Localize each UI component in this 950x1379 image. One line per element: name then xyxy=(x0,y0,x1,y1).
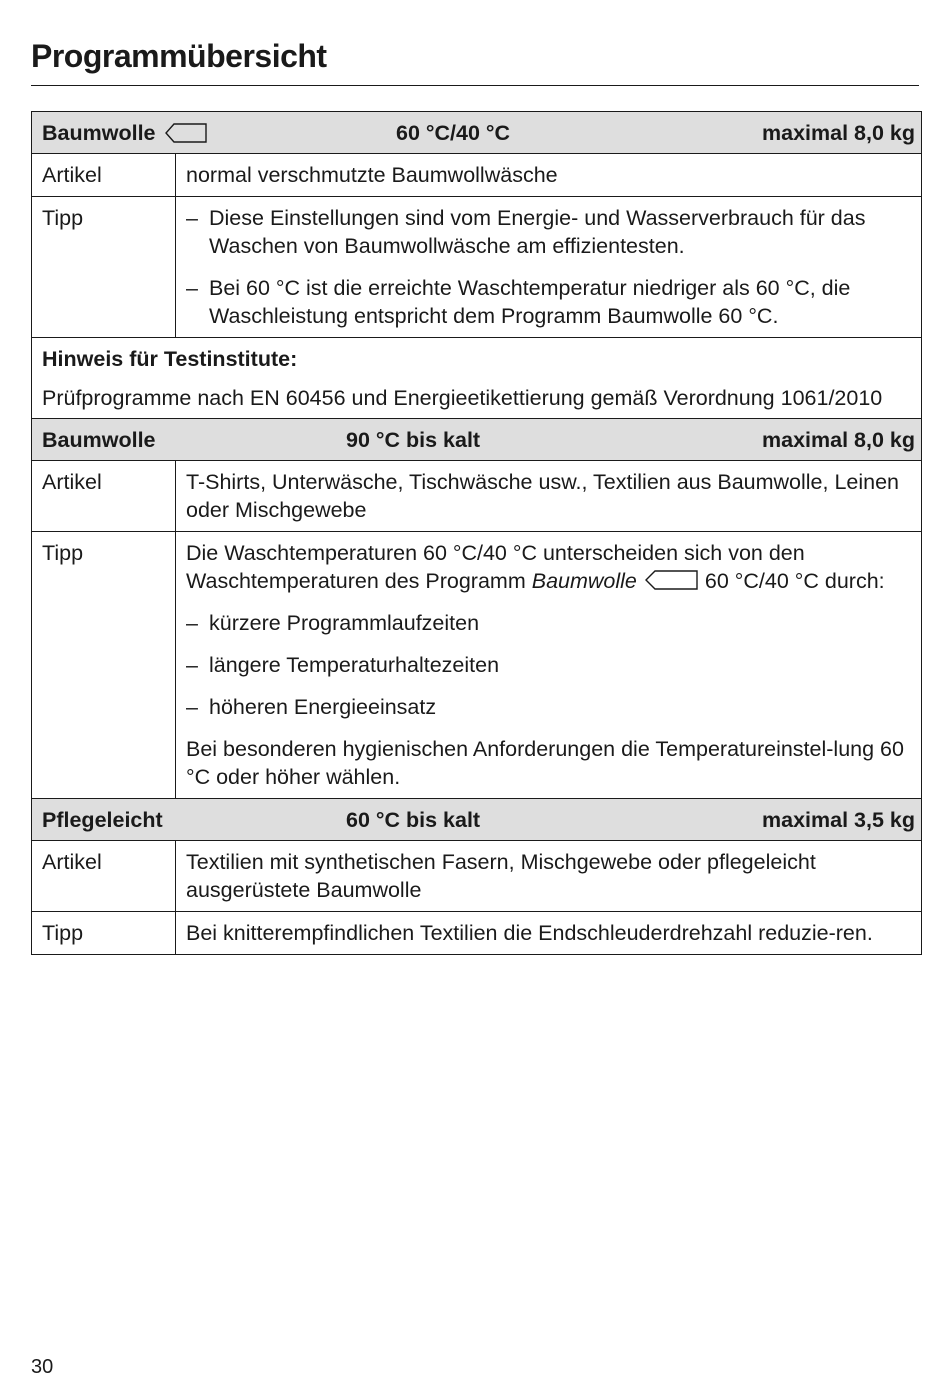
tip-list xyxy=(186,609,911,721)
article-text: Textilien mit synthetischen Fasern, Mischgewebe oder pflegeleicht ausgerüstete Baumwolle xyxy=(176,841,922,912)
program-name: Baumwolle xyxy=(42,427,156,452)
page-title: Programmübersicht xyxy=(31,38,327,74)
program-load: maximal 8,0 kg xyxy=(762,120,915,145)
tip-list xyxy=(186,204,911,330)
list-item: – höheren Energieeinsatz xyxy=(186,693,911,721)
program-header-row xyxy=(32,112,922,154)
tip-row xyxy=(32,532,922,799)
program-load: maximal 8,0 kg xyxy=(762,427,915,452)
program-header-row xyxy=(32,419,922,461)
article-label: Artikel xyxy=(32,154,176,197)
tip-row xyxy=(32,197,922,338)
program-name: Pflegeleicht xyxy=(42,807,163,832)
article-label: Artikel xyxy=(32,841,176,912)
article-row xyxy=(32,841,922,912)
note-text: Prüfprogramme nach EN 60456 und Energieetikettierung gemäß Verordnung 1061/2010 xyxy=(42,386,883,410)
tip-intro: Die Waschtemperaturen 60 °C/40 °C unterscheiden sich von den Waschtemperaturen des Programm Baumwolle 60 °C/40 °C durch: xyxy=(186,541,885,593)
tip-row xyxy=(32,912,922,955)
tip-outro: Bei besonderen hygienischen Anforderungen die Temperatureinstel-lung 60 °C oder höher wählen. xyxy=(186,737,904,789)
tip-label: Tipp xyxy=(32,197,176,338)
list-item: – längere Temperaturhaltezeiten xyxy=(186,651,911,679)
note-row xyxy=(32,338,922,419)
list-item: – Diese Einstellungen sind vom Energie- und Wasserverbrauch für das Waschen von Baumwollwäsche am effizientesten. xyxy=(186,204,911,260)
program-temperature: 60 °C bis kalt xyxy=(346,807,481,832)
tip-text: Bei knitterempfindlichen Textilien die Endschleuderdrehzahl reduzie-ren. xyxy=(176,912,922,955)
article-text: normal verschmutzte Baumwollwäsche xyxy=(176,154,922,197)
note-title: Hinweis für Testinstitute: xyxy=(42,347,298,371)
article-text: T-Shirts, Unterwäsche, Tischwäsche usw., Textilien aus Baumwolle, Leinen oder Mischgewebe xyxy=(176,461,922,532)
page-number: 30 xyxy=(31,1356,54,1378)
tip-label: Tipp xyxy=(32,912,176,955)
program-name: Baumwolle xyxy=(42,120,156,145)
title-divider xyxy=(31,85,919,86)
short-program-icon xyxy=(164,122,208,144)
list-item: – kürzere Programmlaufzeiten xyxy=(186,609,911,637)
program-load: maximal 3,5 kg xyxy=(762,807,915,832)
program-temperature: 90 °C bis kalt xyxy=(346,427,481,452)
short-program-icon xyxy=(643,569,699,591)
article-row xyxy=(32,461,922,532)
article-row xyxy=(32,154,922,197)
program-header-row xyxy=(32,799,922,841)
program-temperature: 60 °C/40 °C xyxy=(396,120,510,145)
program-reference: Baumwolle xyxy=(531,569,637,593)
program-table xyxy=(31,111,922,955)
article-label: Artikel xyxy=(32,461,176,532)
tip-label: Tipp xyxy=(32,532,176,799)
list-item: – Bei 60 °C ist die erreichte Waschtemperatur niedriger als 60 °C, die Waschleistung entspricht dem Programm Baumwolle 60 °C. xyxy=(186,274,911,330)
